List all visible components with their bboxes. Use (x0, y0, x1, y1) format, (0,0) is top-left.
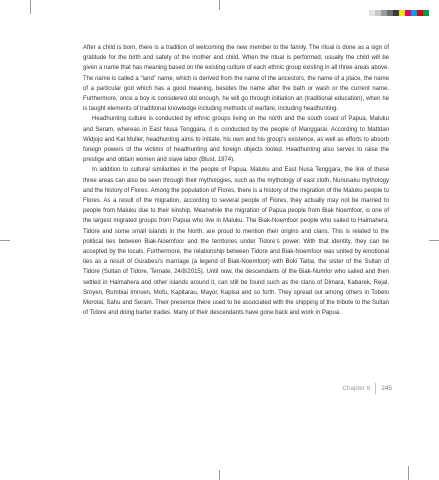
footer-divider (375, 383, 376, 394)
paragraph-welcoming-tradition: After a child is born, there is a tradition of welcoming the new member to the family. The ritual is done as a sign of gratitude for the birth and safety of the mother and child. When the ritual is performed, usually the child will be given a name that has meaning based on the existing culture of each ethnic group existing in all three areas above. The name is called a “land” name, which is derived from the name of the ancestors, the name of a place, the name of a particular god which has a good meaning, besides the name after the bath or wash or the current name. Furthermore, once a boy is considered old enough, he will go through initiation an (traditional education), when he is taught elements of traditional knowledge including methods of warfare, including headhunting. (83, 45, 389, 113)
crop-mark-bottom-right (408, 466, 409, 480)
page-number: 245 (381, 385, 392, 392)
crop-mark-top-center (219, 0, 220, 10)
page-footer (342, 383, 392, 394)
page-body-text (83, 43, 389, 318)
paragraph-headhunting-culture: Headhunting culture is conducted by ethnic groups living on the north and the south coast of Papua, Maluku and Seram, whereas in East Nusa Tenggara, it is conducted by the people of Manggarai. According to Mattdan Widjojo and Kal Muller, headhunting aims to initiate, his own and his group’s existence, as well as efforts to absorb foreign powers of the victims of headhunting and foreign objects looted. Headhunting also serves to raise the prestige and obtain women and slave labor (Blust, 1974). (83, 116, 389, 164)
crop-mark-right-middle (429, 240, 439, 241)
chapter-label: Chapter 6 (342, 385, 371, 392)
paragraph-cultural-similarities: In addition to cultural similarities in the people of Papua, Maluku and East Nusa Tenggara, the link of these three areas can also be seen through their mythologies, such as the mythology of east cloth, Nunusaku mythology and the history of Flores. Among the population of Flores, there is a history of the migration of the Maluku people to Flores. As a result of the migration, according to several people of Flores, they actually may not be married to people from Maluku due to their kinship. Meanwhile the migration of Papua people from Biak Noemfoor, is one of the largest migrated groups from Papua who live in Maluku. The Biak-Noemfoor people who sailed to Halmahera, Tidore and some small islands in the North, are proud to mention their origins and clans. This is related to the political ties between Biak-Noemfoor and the territories under Tidore’s power. With that identity, they can be accepted by the locals. Furthermore, the relationship between Tidore and Biak-Noemfoor was united by emotional ties as a result of Gurabesi’s marriage (a legend of Biak-Noemfoor) with Boki Taiba, the sister of the Sultan of Tidore (Sultan of Tidore, Ternate, 24/8/2015). Until now, the descendants of the Biak-Numfor who sailed and then settled in Halmahera and other islands around it, can still be found such as the clans of Dimara, Kabarek, Rejal, Sroyen, Rumbiai Imnsen, Mofu, Kapitarau, Mayor, Kapisa and so forth. They spread out among others in Tobelo Morotai, Sahu and Seram. Their presence there used to be associated with the shipping of the tribute to the Sultan of Tidore and doing barter trades. Many of their descendants have gone back and work in Papua. (83, 167, 389, 317)
printer-color-bar (369, 10, 429, 16)
crop-mark-top-left (30, 0, 31, 14)
crop-mark-left-middle (0, 240, 10, 241)
crop-mark-bottom-center (219, 470, 220, 480)
color-swatch (423, 10, 429, 16)
